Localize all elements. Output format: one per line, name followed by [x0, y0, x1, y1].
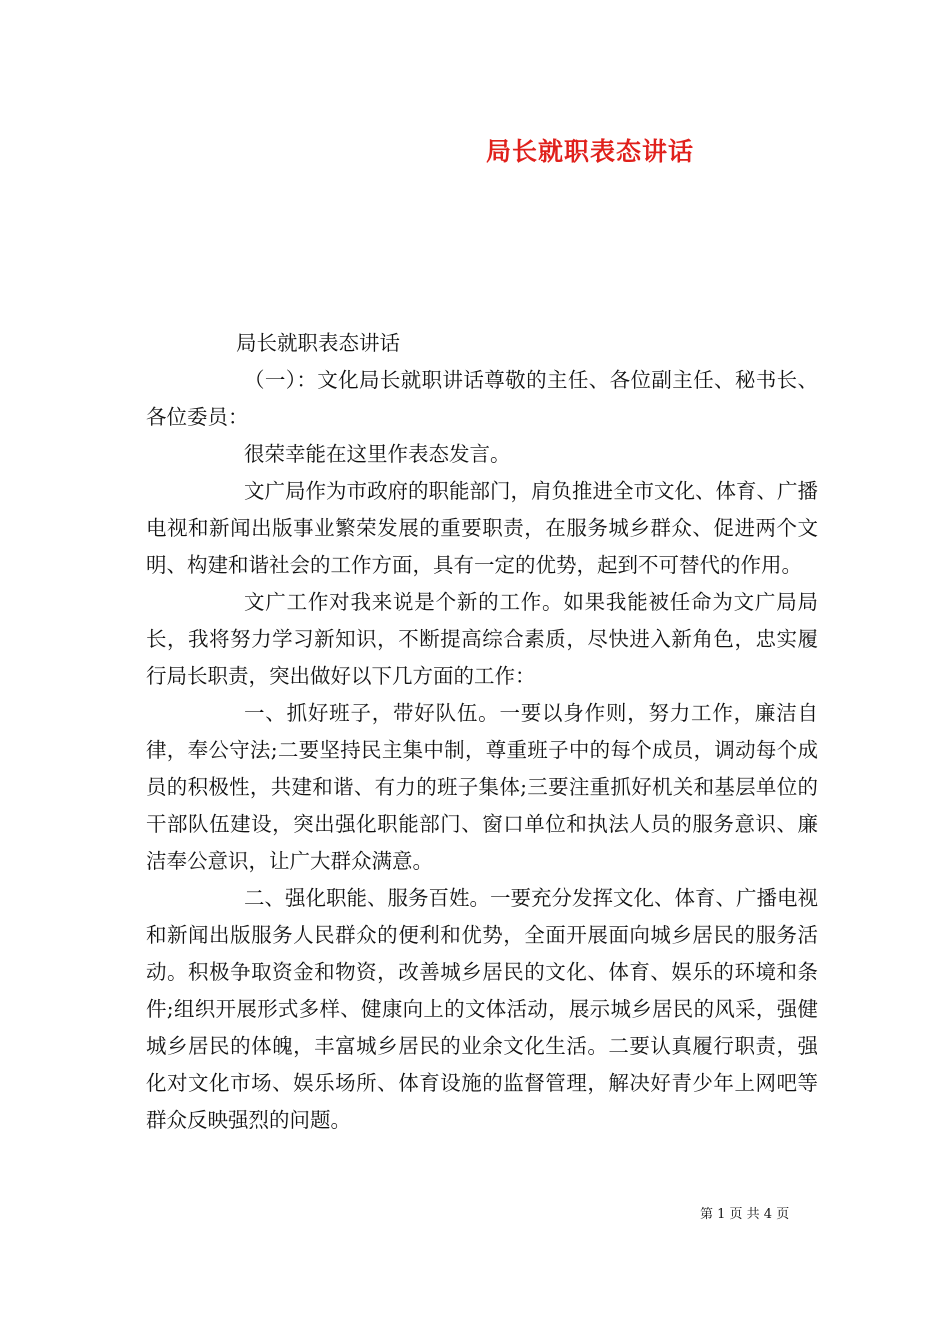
- body-paragraph: 文广局作为市政府的职能部门，肩负推进全市文化、体育、广播电视和新闻出版事业繁荣发展的重要职责，在服务城乡群众、促进两个文明、构建和谐社会的工作方面，具有一定的优势，起到不可替代的作用。: [146, 479, 818, 577]
- body-paragraph: 二、强化职能、服务百姓。一要充分发挥文化、体育、广播电视和新闻出版服务人民群众的便利和优势，全面开展面向城乡居民的服务活动。积极争取资金和物资，改善城乡居民的文化、体育、娱乐的环境和条件;组织开展形式多样、健康向上的文体活动，展示城乡居民的风采，强健城乡居民的体魄，丰富城乡居民的业余文化生活。二要认真履行职责，强化对文化市场、娱乐场所、体育设施的监督管理，解决好青少年上网吧等群众反映强烈的问题。: [146, 886, 818, 1132]
- body-paragraph: 一、抓好班子，带好队伍。一要以身作则，努力工作，廉洁自律，奉公守法;二要坚持民主集中制，尊重班子中的每个成员，调动每个成员的积极性，共建和谐、有力的班子集体;三要注重抓好机关和基层单位的干部队伍建设，突出强化职能部门、窗口单位和执法人员的服务意识、廉洁奉公意识，让广大群众满意。: [146, 701, 818, 873]
- page-number-footer: 第 1 页 共 4 页: [700, 1207, 790, 1222]
- document-body: [146, 325, 818, 1139]
- document-title: 局长就职表态讲话: [485, 137, 694, 166]
- salutation-paragraph: （一）：文化局长就职讲话尊敬的主任、各位副主任、秘书长、各位委员：: [146, 368, 818, 429]
- opening-paragraph: 很荣幸能在这里作表态发言。: [244, 442, 511, 466]
- body-paragraph: 文广工作对我来说是个新的工作。如果我能被任命为文广局局长，我将努力学习新知识，不断提高综合素质，尽快进入新角色，忠实履行局长职责，突出做好以下几方面的工作：: [146, 590, 818, 688]
- subtitle-paragraph: 局长就职表态讲话: [236, 331, 400, 355]
